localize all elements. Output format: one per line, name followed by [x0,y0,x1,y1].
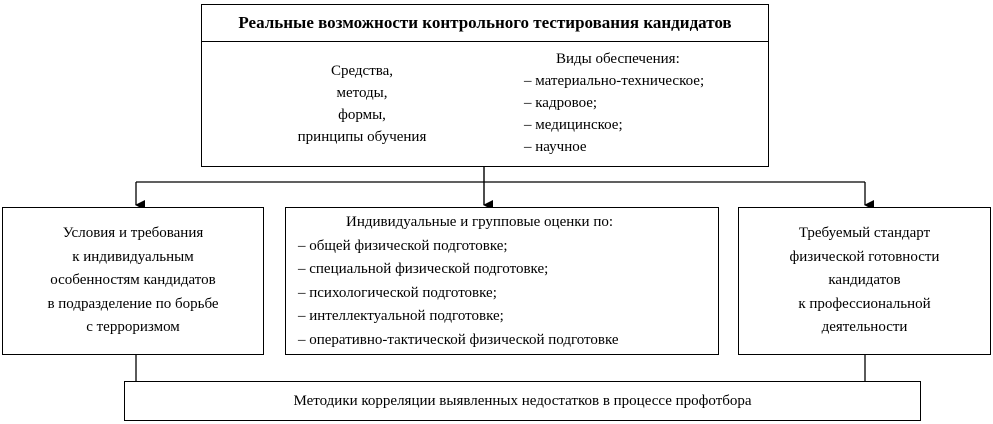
assessment-item: – интеллектуальной подготовке; [298,308,504,324]
title-box [201,4,769,42]
provision-item: – научное [524,139,587,155]
left-box [2,207,264,355]
bottom-box-text: Методики корреляции выявленных недостатков в процессе профотбора [293,392,752,409]
right-box-line: кандидатов [828,272,901,288]
left-box-line: Условия и требования [62,225,204,241]
provision-item: – материально-техническое; [524,73,705,89]
top-right-heading: Виды обеспечения: [556,51,680,67]
middle-box-text [298,211,718,352]
right-box [738,207,991,355]
assessment-item: – психологической подготовке; [298,284,497,301]
assessment-item: – специальной физической подготовке; [298,261,549,277]
top-left-line: формы, [338,107,386,123]
provision-list [524,70,764,158]
title-text: Реальные возможности контрольного тестирования кандидатов [238,13,732,32]
top-left-line: принципы обучения [297,129,427,145]
top-left-line: методы, [336,85,388,101]
provision-item: – кадровое; [524,95,598,111]
bottom-box [124,381,921,421]
left-box-line: с терроризмом [86,319,180,335]
middle-box [285,207,719,355]
right-box-line: Требуемый стандарт [798,225,931,241]
right-box-line: деятельности [821,319,908,335]
right-box-line: к профессиональной [798,295,931,312]
assessment-item: – общей физической подготовке; [298,237,508,254]
left-box-line: в подразделение по борьбе [47,295,219,312]
top-right-text [524,48,764,158]
assessment-list [298,235,718,353]
top-box [201,42,769,167]
assessment-item: – оперативно-тактической физической подготовке [298,331,619,348]
middle-box-heading: Индивидуальные и групповые оценки по: [346,214,614,230]
provision-item: – медицинское; [524,117,623,133]
right-box-text [739,222,990,340]
top-left-line: Средства, [330,63,394,79]
right-box-line: физической готовности [789,248,940,265]
left-box-text [3,222,263,340]
top-left-text [242,60,482,148]
left-box-line: особенностям кандидатов [50,272,216,288]
left-box-line: к индивидуальным [72,248,194,265]
